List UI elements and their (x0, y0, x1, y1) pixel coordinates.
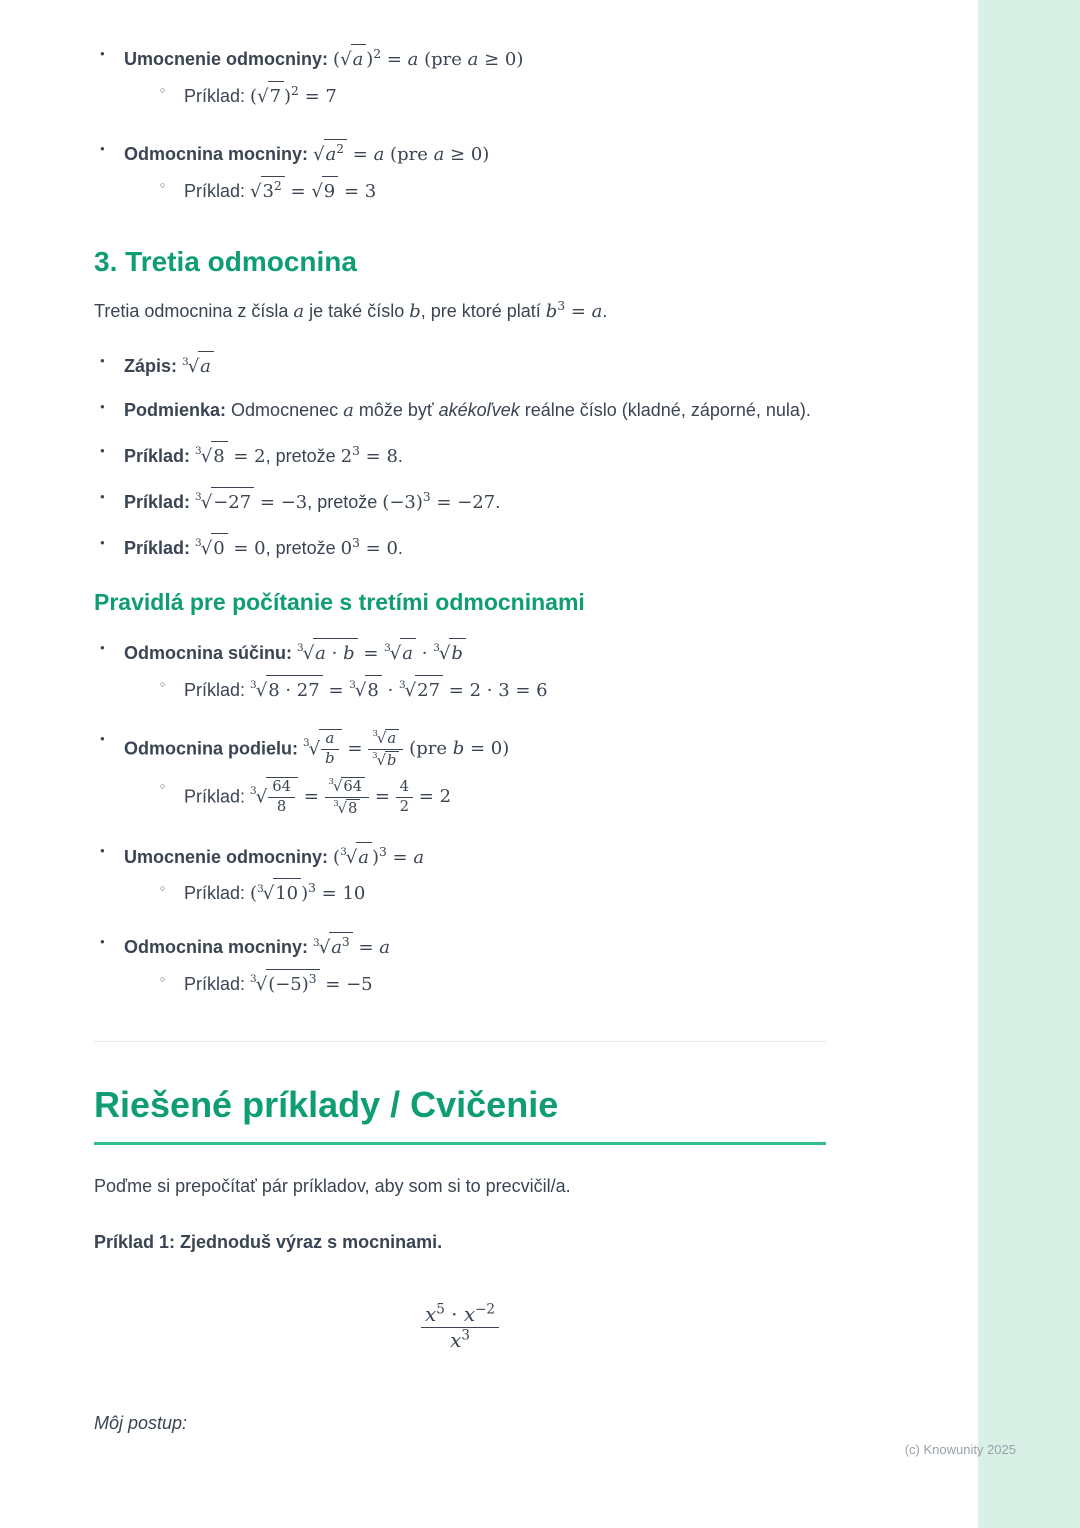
math-expression: $√a^2 = a$ (pre a ≥ 0) (313, 144, 489, 165)
display-math-expression (94, 1303, 826, 1352)
section-heading: 3. Tretia odmocnina (94, 245, 357, 277)
list-item (94, 397, 826, 425)
page-title: Riešené príklady / Cvičenie (94, 1084, 826, 1145)
term-label: Zápis: (124, 356, 178, 377)
math-expression: $^3√a^3 = a$ (313, 937, 390, 958)
term-label: Odmocnina mocniny: (124, 937, 309, 958)
list-item (94, 487, 826, 517)
radical: $^3$√a (340, 842, 372, 872)
math-expression: $^3$√0 = 0, pretože $0^3 = 0$. (195, 538, 403, 559)
sub-list (124, 176, 826, 206)
math-expression: $^3$√ $\frac{a}{b}$ = $\frac{^3√a}{^3√b}$ (pre b = 0) (303, 729, 510, 769)
example-label: Príklad: (184, 85, 246, 106)
example-label: Príklad: (184, 786, 246, 807)
right-margin-stripe (978, 0, 1080, 1528)
radical: $^3$√ $\frac{64}{8}$ (250, 777, 298, 816)
list-item (94, 729, 826, 818)
radical: √9 (311, 176, 338, 206)
radical: $^3$√8 · 27 (250, 675, 323, 705)
subsection-heading: Pravidlá pre počítanie s tretími odmocninami (94, 588, 585, 615)
radical: $^3$√a (384, 638, 416, 668)
example-item (158, 176, 826, 206)
radical: $^3$√a (182, 351, 214, 381)
sub-list (124, 81, 826, 111)
math-expression: $^3$√ $\frac{64}{8}$ = $\frac{^3√64}{^3√8}$ = $\frac{4}{2}$ = 2 (250, 777, 452, 817)
intro-list (94, 44, 826, 206)
list-item (94, 139, 826, 206)
radical: $^3√(-5)^3$ (250, 969, 320, 999)
list-item (94, 44, 826, 111)
math-expression: $^3$√8 · 27 = $^3$√8 · $^3$√27 = 2 · 3 = 6 (250, 680, 548, 701)
definition-text: Odmocnenec a môže byť akékoľvek reálne číslo (kladné, záporné, nula). (231, 400, 811, 422)
sub-list (124, 969, 826, 999)
radical: $√a^2$ (313, 139, 347, 169)
list-item (94, 932, 826, 999)
math-expression: $^3√(-5)^3 = -5$ (250, 974, 373, 995)
radical: $^3$√b (433, 638, 466, 668)
radical: $^3$√ $\frac{a}{b}$ (303, 729, 342, 768)
term-label: Príklad: (124, 446, 191, 467)
math-expression: ($^3$√10 )$^3$ = 10 (250, 883, 365, 904)
math-expression: $^3$√8 = 2, pretože $2^3 = 8$. (195, 446, 403, 467)
term-label: Odmocnina súčinu: (124, 642, 293, 663)
fraction: $\frac{4}{2}$ (396, 779, 413, 816)
radical: √7 (257, 81, 284, 111)
math-expression: (√7 )$^2$ = 7 (250, 86, 337, 107)
intro-paragraph: Poďme si prepočítať pár príkladov, aby som si to precvičil/a. (94, 1176, 571, 1197)
fraction: $\frac{a}{b}$ (321, 731, 338, 768)
math-expression: ($^3$√a )$^3$ = a (333, 847, 424, 868)
fraction (325, 777, 370, 818)
example-label: Príklad: (184, 180, 246, 201)
radical: $^3$√0 (195, 533, 228, 563)
list-item (94, 533, 826, 563)
example-item (158, 81, 826, 111)
radical: $^3$√27 (399, 675, 443, 705)
list-item (94, 351, 826, 381)
radical: $^3$√8 (195, 441, 228, 471)
postup-label: Môj postup: (94, 1412, 188, 1433)
example-item (158, 675, 826, 705)
radical: $^3$√b (372, 751, 399, 770)
math-expression: $^3$√a · b = $^3$√a · $^3$√b (297, 643, 466, 664)
radical: $^3$√a (372, 729, 399, 748)
term-label: Odmocnina mocniny: (124, 143, 309, 164)
radical: $^3√a^3$ (313, 932, 353, 962)
sub-list (124, 777, 826, 818)
term-label: Príklad: (124, 538, 191, 559)
sub-list (124, 878, 826, 908)
radical: $^3$√a · b (297, 638, 358, 668)
radical: $^3$√8 (333, 799, 360, 818)
list-item (94, 842, 826, 909)
example-item (158, 969, 826, 999)
math-expression: $√3^2 = √9 = 3$ (250, 181, 376, 202)
math-expression: (√a )$^2$ = a (pre a ≥ 0) (333, 49, 523, 70)
document-content (94, 44, 826, 1438)
watermark: (c) Knowunity 2025 (904, 1442, 1016, 1457)
math-expression (182, 356, 214, 377)
term-label: Umocnenie odmocniny: (124, 49, 329, 69)
term-label: Umocnenie odmocniny: (124, 846, 329, 867)
radical: √a (340, 44, 366, 74)
list-item (94, 441, 826, 471)
list-item (94, 638, 826, 705)
sub-list (124, 675, 826, 705)
term-label: Odmocnina podielu: (124, 738, 298, 759)
example-label: Príklad: (184, 883, 246, 904)
radical: $^3$√8 (349, 675, 382, 705)
radical: $^3$√−27 (195, 487, 254, 517)
radical: $^3$√64 (329, 777, 366, 796)
term-label: Príklad: (124, 492, 191, 513)
rules-list (94, 638, 826, 999)
math-expression: $^3$√−27 = −3, pretože $(-3)^3 = -27$. (195, 492, 500, 513)
section-intro-paragraph: Tretia odmocnina z čísla a je také číslo b, pre ktoré platí $b^3 = a$. (94, 298, 608, 322)
radical: $√3^2$ (250, 176, 285, 206)
term-label: Podmienka: (124, 400, 227, 421)
example-item (158, 777, 826, 818)
cube-root-list (94, 351, 826, 562)
example-item (158, 878, 826, 908)
section-divider (94, 1041, 826, 1042)
fraction (368, 729, 403, 770)
fraction: $\frac{64}{8}$ (268, 779, 295, 816)
example-label: Príklad: (184, 679, 246, 700)
radical: $^3$√10 (257, 878, 301, 908)
exercise-label: Príklad 1: Zjednoduš výraz s mocninami. (94, 1232, 443, 1253)
fraction: $\frac{x^5 \cdot x^{-2}}{x^3}$ (421, 1303, 499, 1352)
example-label: Príklad: (184, 974, 246, 995)
